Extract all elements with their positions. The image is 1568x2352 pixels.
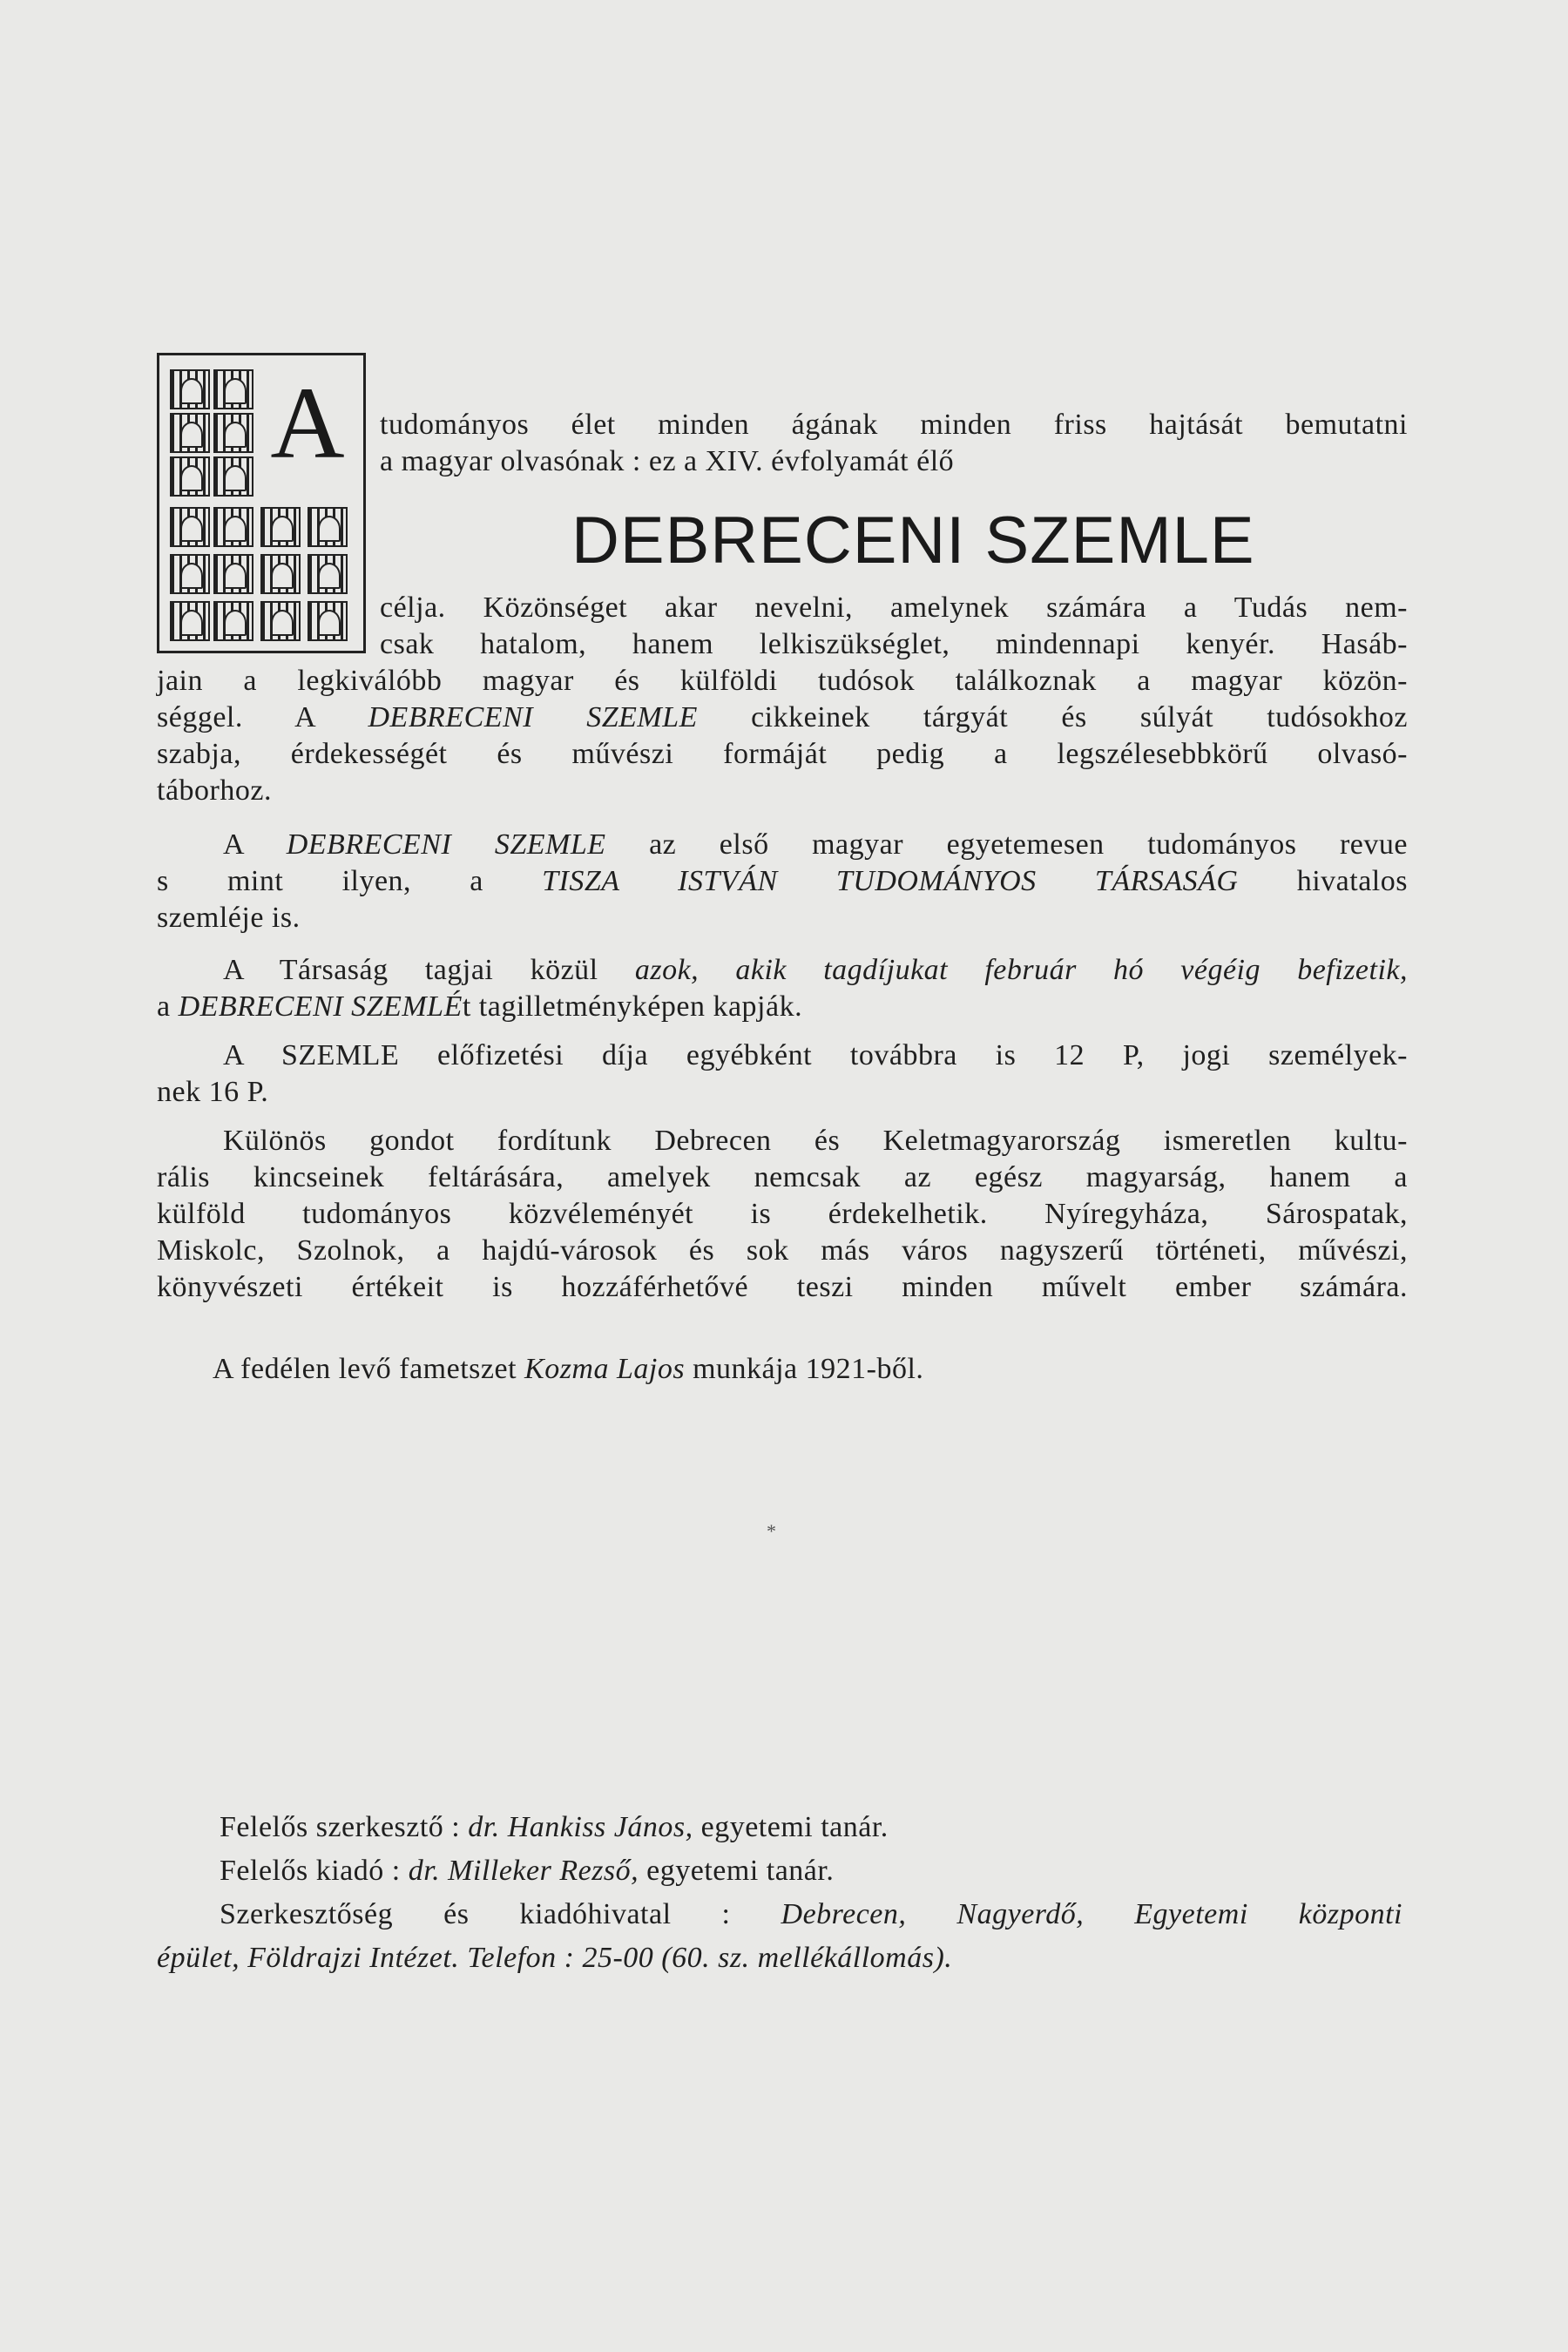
para4-line-2: nek 16 P. bbox=[157, 1076, 269, 1108]
decorative-initial bbox=[157, 353, 366, 653]
text-run: hivatalos bbox=[1238, 865, 1408, 897]
text-run: munkája 1921-ből. bbox=[685, 1353, 924, 1385]
text-run: A Társaság tagjai közül bbox=[223, 954, 635, 986]
magazine-title: DEBRECENI SZEMLE bbox=[571, 504, 1255, 578]
text-run: a bbox=[157, 990, 179, 1023]
para2-line-2 bbox=[157, 864, 1408, 899]
magazine-name-italic: DEBRECENI SZEMLE bbox=[368, 701, 698, 733]
ornament-tile bbox=[170, 369, 210, 409]
ornament-tile bbox=[260, 554, 301, 594]
ornament-tile bbox=[308, 554, 348, 594]
intro-line-2: a magyar olvasónak : ez a XIV. évfolyamát élő bbox=[380, 445, 955, 477]
text-run: Felelős kiadó : bbox=[220, 1855, 409, 1887]
para2-line-3: szemléje is. bbox=[157, 902, 301, 934]
para5-line-1: Különös gondot fordítunk Debrecen és Keletmagyarország ismeretlen kultu- bbox=[223, 1125, 1408, 1157]
society-name-italic: TISZA ISTVÁN TUDOMÁNYOS TÁRSASÁG bbox=[542, 865, 1239, 897]
text-run: egyetemi tanár. bbox=[639, 1855, 835, 1887]
ornament-tile bbox=[213, 413, 253, 453]
imprint-office-line-1 bbox=[220, 1897, 1402, 1932]
separator-asterisk: * bbox=[767, 1520, 776, 1542]
text-run: Szerkesztőség és kiadóhivatal : bbox=[220, 1898, 781, 1930]
imprint-publisher bbox=[220, 1854, 834, 1889]
ornament-tile bbox=[213, 507, 253, 547]
para5-line-5: könyvészeti értékeit is hozzáférhetővé teszi minden művelt ember számára. bbox=[157, 1271, 1408, 1303]
publisher-name-italic: dr. Milleker Rezső, bbox=[408, 1855, 639, 1887]
ornament-tile bbox=[213, 601, 253, 641]
artist-name-italic: Kozma Lajos bbox=[524, 1353, 686, 1385]
ornament-tile bbox=[170, 601, 210, 641]
emphasis-italic: azok, akik tagdíjukat február hó végéig befizetik, bbox=[634, 954, 1408, 986]
ornament-tile bbox=[170, 456, 210, 497]
para1-line-6: táborhoz. bbox=[157, 774, 272, 807]
magazine-name-italic: DEBRECENI SZEMLE bbox=[286, 828, 606, 861]
para1-line-3: jain a legkiválóbb magyar és külföldi tudósok találkoznak a magyar közön- bbox=[157, 665, 1408, 697]
text-run: egyetemi tanár. bbox=[693, 1811, 889, 1843]
text-run: az első magyar egyetemesen tudományos revue bbox=[605, 828, 1408, 861]
text-run: s mint ilyen, a bbox=[157, 865, 543, 897]
initial-letter: A bbox=[257, 368, 358, 479]
ornament-tile bbox=[170, 554, 210, 594]
para1-line-1: célja. Közönséget akar nevelni, amelynek számára a Tudás nem- bbox=[380, 591, 1408, 624]
para3-line-2 bbox=[157, 990, 802, 1024]
intro-line-1: tudományos élet minden ágának minden friss hajtását bemutatni bbox=[380, 409, 1408, 441]
para4-line-1: A SZEMLE előfizetési díja egyébként továbbra is 12 P, jogi személyek- bbox=[223, 1039, 1408, 1071]
ornament-tile bbox=[213, 554, 253, 594]
ornament-tile bbox=[260, 601, 301, 641]
ornament-tile bbox=[170, 507, 210, 547]
text-run: A bbox=[223, 828, 287, 861]
imprint-office-line-2: épület, Földrajzi Intézet. Telefon : 25-00 (60. sz. mellékállomás). bbox=[157, 1942, 953, 1974]
magazine-name-italic: DEBRECENI SZEMLÉ bbox=[178, 990, 463, 1023]
para1-line-4 bbox=[157, 700, 1408, 735]
text-run: cikkeinek tárgyát és súlyát tudósokhoz bbox=[697, 701, 1408, 733]
para5-line-4: Miskolc, Szolnok, a hajdú-városok és sok más város nagyszerű történeti, művészi, bbox=[157, 1234, 1408, 1267]
para5-line-3: külföld tudományos közvéleményét is érdekelhetik. Nyíregyháza, Sárospatak, bbox=[157, 1198, 1408, 1230]
ornament-tile bbox=[213, 369, 253, 409]
ornament-tile bbox=[308, 601, 348, 641]
text-run: Felelős szerkesztő : bbox=[220, 1811, 469, 1843]
address-italic: Debrecen, Nagyerdő, Egyetemi központi bbox=[781, 1898, 1403, 1930]
ornament-tile bbox=[260, 507, 301, 547]
para3-line-1 bbox=[223, 953, 1408, 988]
para2-line-1 bbox=[223, 828, 1408, 862]
text-run: A fedélen levő fametszet bbox=[213, 1353, 525, 1385]
text-run: t tagilletményképen kapják. bbox=[462, 990, 803, 1023]
cover-note bbox=[213, 1352, 923, 1387]
editor-name-italic: dr. Hankiss János, bbox=[468, 1811, 693, 1843]
ornament-tile bbox=[213, 456, 253, 497]
text-run: séggel. A bbox=[157, 701, 368, 733]
para1-line-2: csak hatalom, hanem lelkiszükséglet, mindennapi kenyér. Hasáb- bbox=[380, 628, 1408, 660]
ornament-tile bbox=[170, 413, 210, 453]
ornament-tile bbox=[308, 507, 348, 547]
imprint-editor bbox=[220, 1810, 889, 1845]
para1-line-5: szabja, érdekességét és művészi formáját pedig a legszélesebbkörű olvasó- bbox=[157, 738, 1408, 770]
para5-line-2: rális kincseinek feltárására, amelyek nemcsak az egész magyarság, hanem a bbox=[157, 1161, 1408, 1193]
